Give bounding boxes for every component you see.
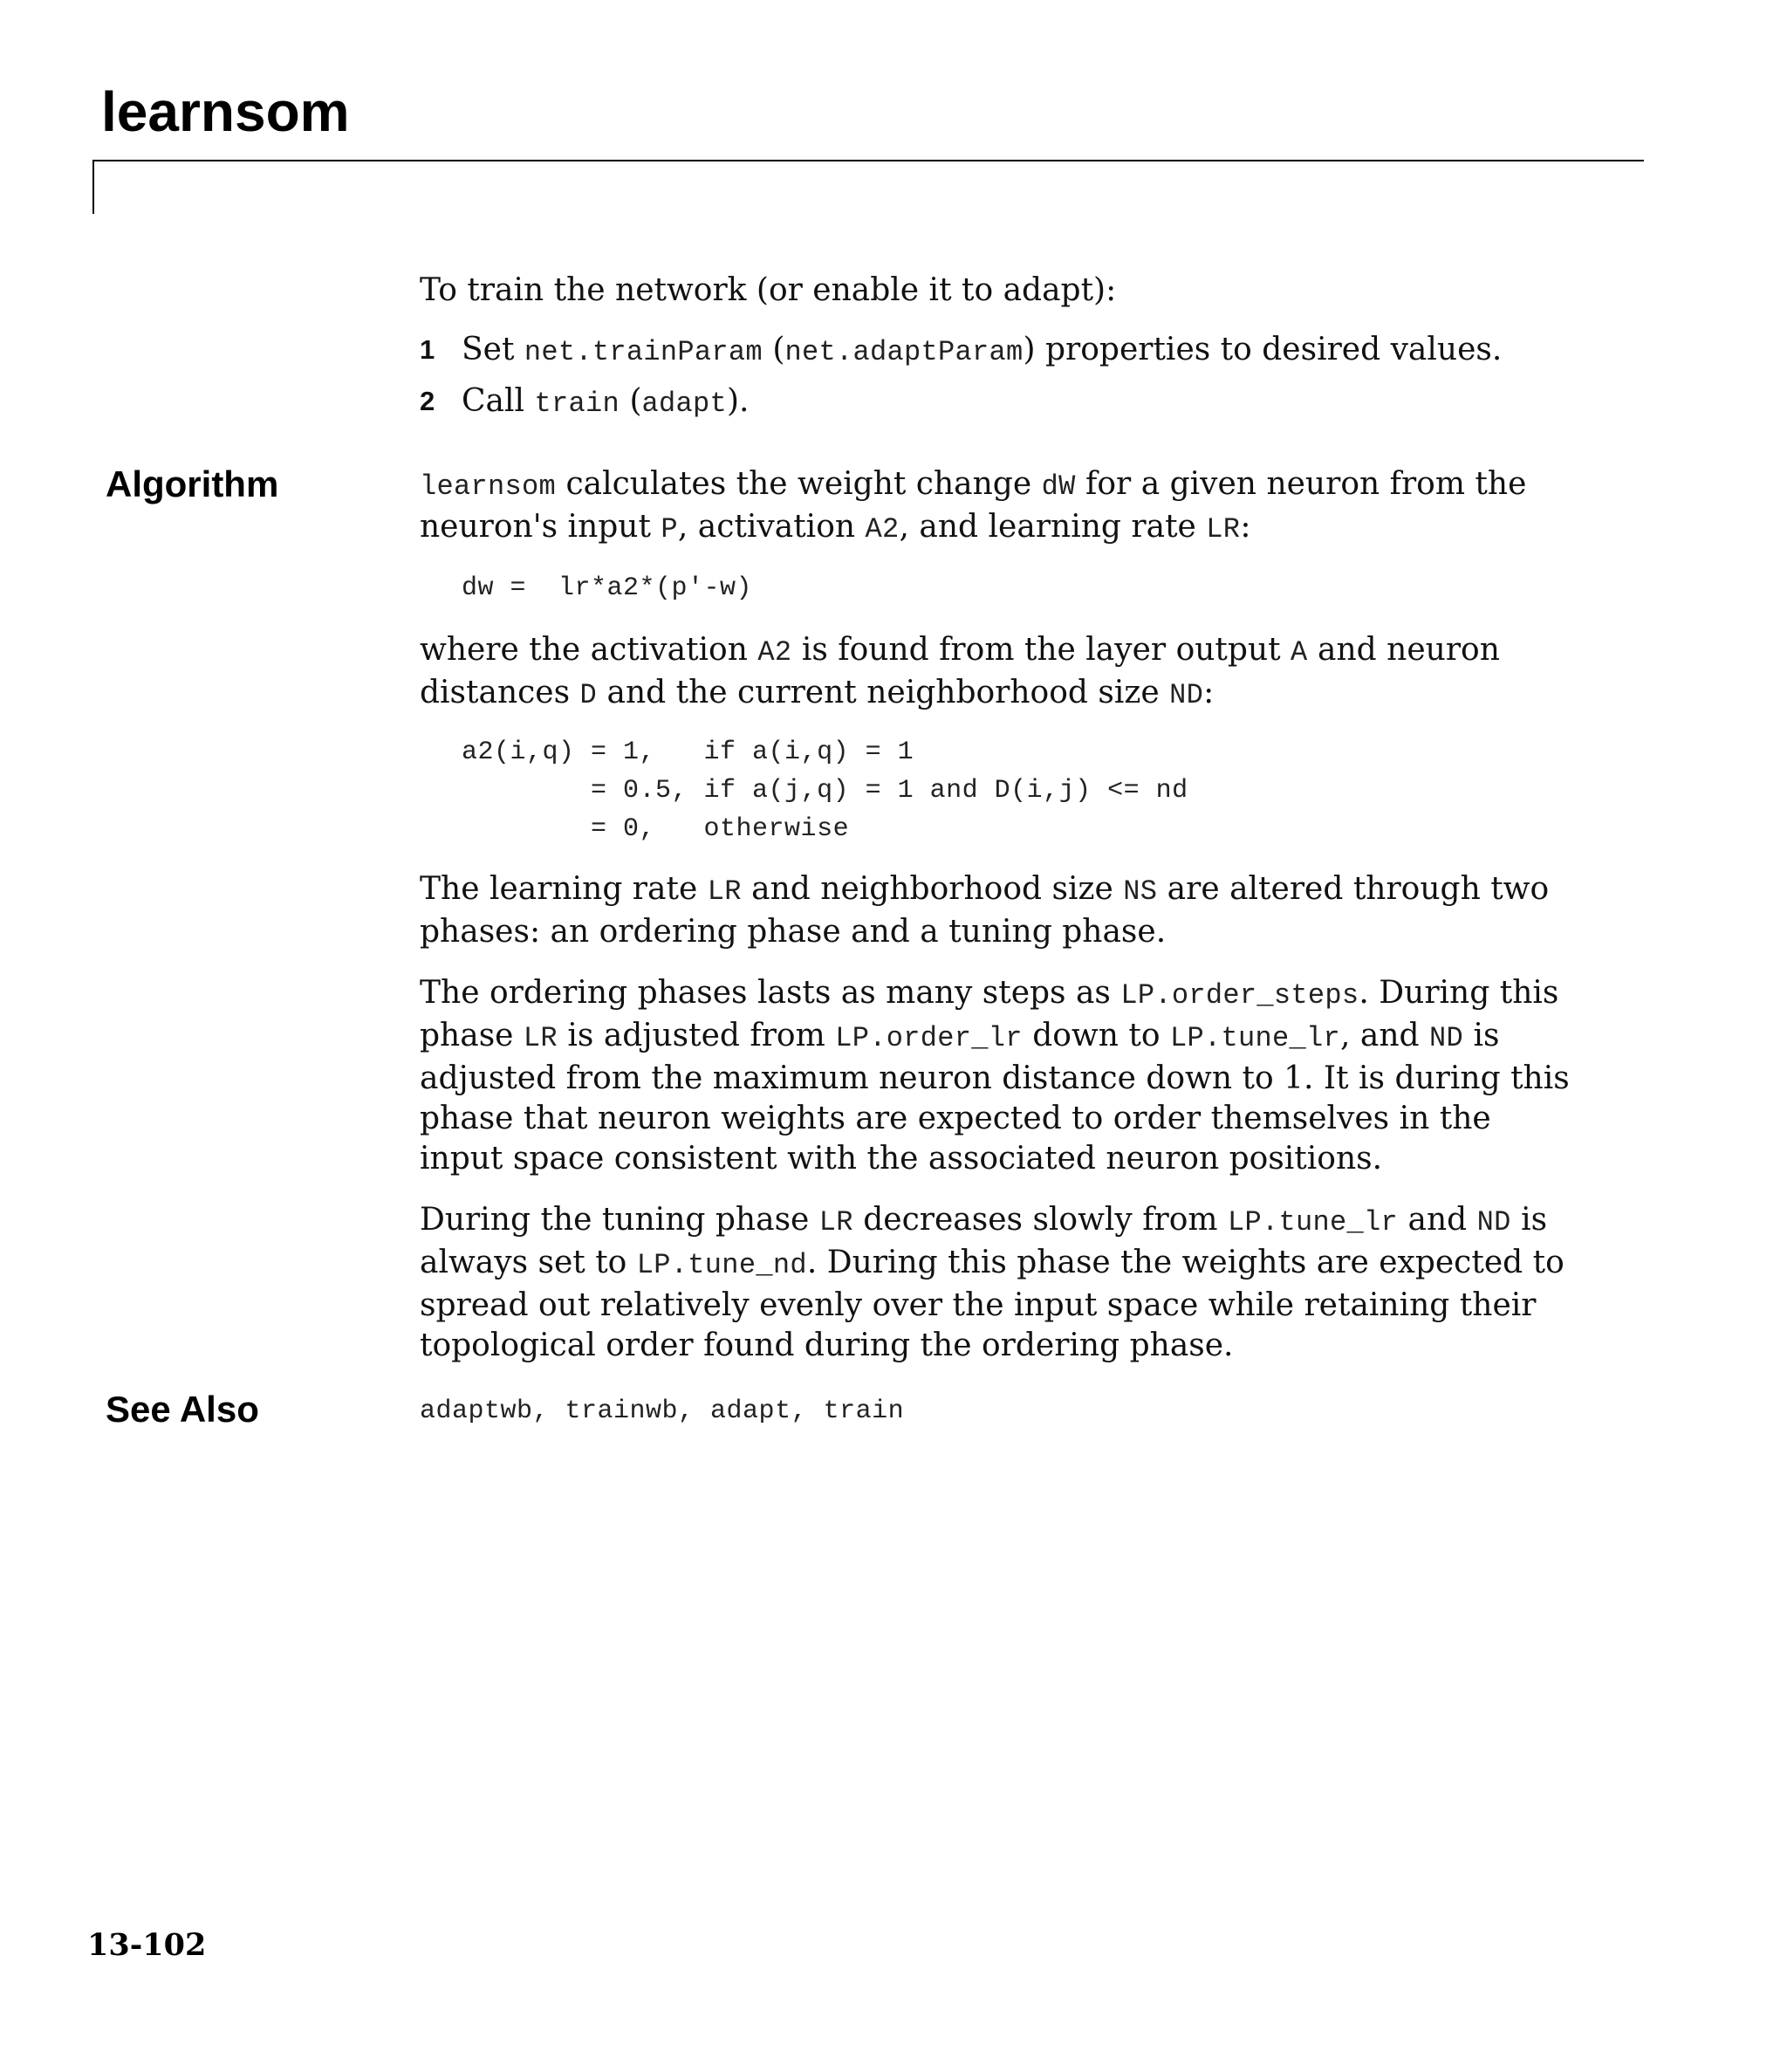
code-term: LP.order_steps	[1120, 979, 1359, 1012]
algorithm-heading: Algorithm	[106, 463, 279, 504]
code-term: A	[1291, 636, 1308, 669]
code-term: ND	[1476, 1206, 1511, 1238]
code-term: LP.order_lr	[835, 1022, 1023, 1054]
see-also-links[interactable]: adaptwb, trainwb, adapt, train	[420, 1396, 905, 1426]
algorithm-paragraph: During the tuning phase LR decreases slowly from LP.tune_lr and ND is always set to LP.tune_nd. During this phase the weights are expected to spread out relatively evenly over the input space while retaining their topological order found during the ordering phase.	[420, 1202, 1564, 1363]
code-term: LR	[818, 1206, 853, 1238]
code-term: adapt	[641, 388, 728, 420]
step-item: 1 Set net.trainParam (net.adaptParam) properties to desired values.	[420, 332, 1503, 368]
code-term: learnsom	[420, 470, 557, 503]
code-term: net.adaptParam	[784, 336, 1024, 368]
code-block-weight-change: dw = lr*a2*(p'-w)	[462, 573, 753, 603]
step-number: 2	[420, 386, 435, 416]
code-block-activation: a2(i,q) = 1, if a(i,q) = 1 = 0.5, if a(j,q) = 1 and D(i,j) <= nd = 0, otherwise	[462, 738, 1188, 844]
algorithm-paragraph: The learning rate LR and neighborhood size NS are altered through two phases: an ordering phase and a tuning phase.	[420, 871, 1550, 950]
page-title: learnsom	[101, 80, 350, 143]
code-term: A2	[865, 513, 900, 545]
code-term: LR	[523, 1022, 558, 1054]
code-term: LP.tune_lr	[1228, 1206, 1399, 1238]
intro-lead: To train the network (or enable it to adapt):	[420, 272, 1117, 308]
see-also-heading: See Also	[106, 1389, 259, 1430]
header-rule-tick	[92, 160, 94, 214]
algorithm-section	[420, 464, 1571, 1366]
algorithm-paragraph: learnsom calculates the weight change dW for a given neuron from the neuron's input P, activation A2, and learning rate LR:	[420, 466, 1527, 545]
steps-list	[420, 330, 1571, 424]
code-term: LR	[707, 875, 742, 908]
header-rule	[92, 160, 1644, 161]
code-term: train	[534, 388, 620, 420]
code-term: NS	[1123, 875, 1158, 908]
see-also-section	[420, 1391, 1571, 1431]
code-term: LP.tune_nd	[636, 1249, 807, 1281]
code-term: LP.tune_lr	[1169, 1022, 1340, 1054]
step-number: 1	[420, 334, 435, 365]
code-term: D	[579, 679, 598, 711]
code-term: ND	[1429, 1022, 1464, 1054]
code-term: net.trainParam	[524, 336, 763, 368]
algorithm-paragraph: where the activation A2 is found from the layer output A and neuron distances D and the current neighborhood size ND:	[420, 632, 1500, 711]
algorithm-paragraph: The ordering phases lasts as many steps as LP.order_steps. During this phase LR is adjusted from LP.order_lr down to LP.tune_lr, and ND is adjusted from the maximum neuron distance down to 1. It is during this phase that neuron weights are expected to order themselves in the input space consistent with the associated neuron positions.	[420, 975, 1570, 1177]
code-term: ND	[1169, 679, 1204, 711]
code-term: A2	[757, 636, 792, 669]
page-number: 13-102	[87, 1927, 207, 1963]
code-term: LR	[1206, 513, 1241, 545]
code-term: dW	[1041, 470, 1076, 503]
step-item: 2 Call train (adapt).	[420, 383, 750, 420]
intro-section	[420, 271, 1571, 424]
code-term: P	[661, 513, 678, 545]
